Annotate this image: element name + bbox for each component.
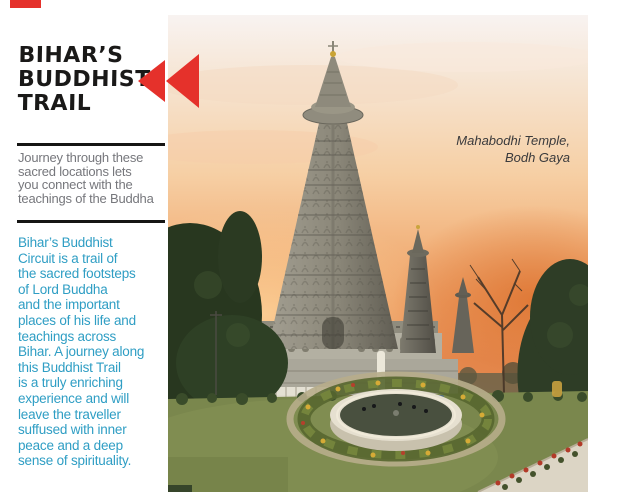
body-line: Circuit is a trail of [18, 250, 118, 266]
page-title-line: BUDDHIST [17, 67, 151, 92]
intro-paragraph [18, 151, 174, 205]
temple-photo [168, 15, 588, 492]
chevron-left-icon [166, 54, 199, 108]
page-title-line: TRAIL [17, 91, 92, 116]
intro-line: sacred locations lets [18, 163, 132, 179]
fountain-pond [330, 389, 462, 451]
body-line: experience and will [18, 390, 130, 406]
body-line: peace and a deep [18, 437, 123, 453]
divider-rule-top [17, 143, 165, 146]
body-line: teachings across [18, 328, 117, 344]
accent-bar [10, 0, 41, 8]
body-line: Bihar. A journey along [18, 344, 145, 360]
body-line: suffused with inner [18, 422, 127, 438]
body-line: sense of spirituality. [18, 453, 132, 469]
body-line: of Lord Buddha [18, 281, 108, 297]
body-line: is a truly enriching [18, 375, 123, 391]
body-line: Bihar’s Buddhist [18, 235, 113, 250]
double-chevron-left-icon [138, 54, 199, 108]
page-title-line: BIHAR’S [18, 43, 124, 68]
divider-rule-bottom [17, 220, 165, 223]
body-line: this Buddhist Trail [18, 359, 121, 375]
chevron-left-icon [138, 60, 165, 102]
body-line: leave the traveller [18, 406, 121, 422]
body-line: and the important [18, 297, 120, 313]
temple-photo-illustration [168, 15, 588, 492]
photo-caption [456, 133, 570, 166]
photo-caption-line: Bodh Gaya [504, 149, 570, 165]
body-line: places of his life and [18, 312, 136, 328]
page-title [17, 44, 151, 116]
intro-line: teachings of the Buddha [18, 190, 154, 206]
intro-line: Journey through these [18, 150, 144, 165]
body-line: the sacred footsteps [18, 266, 136, 282]
photo-caption-line: Mahabodhi Temple, [456, 133, 570, 148]
body-paragraph [18, 235, 176, 469]
intro-line: you connect with the [18, 177, 133, 192]
